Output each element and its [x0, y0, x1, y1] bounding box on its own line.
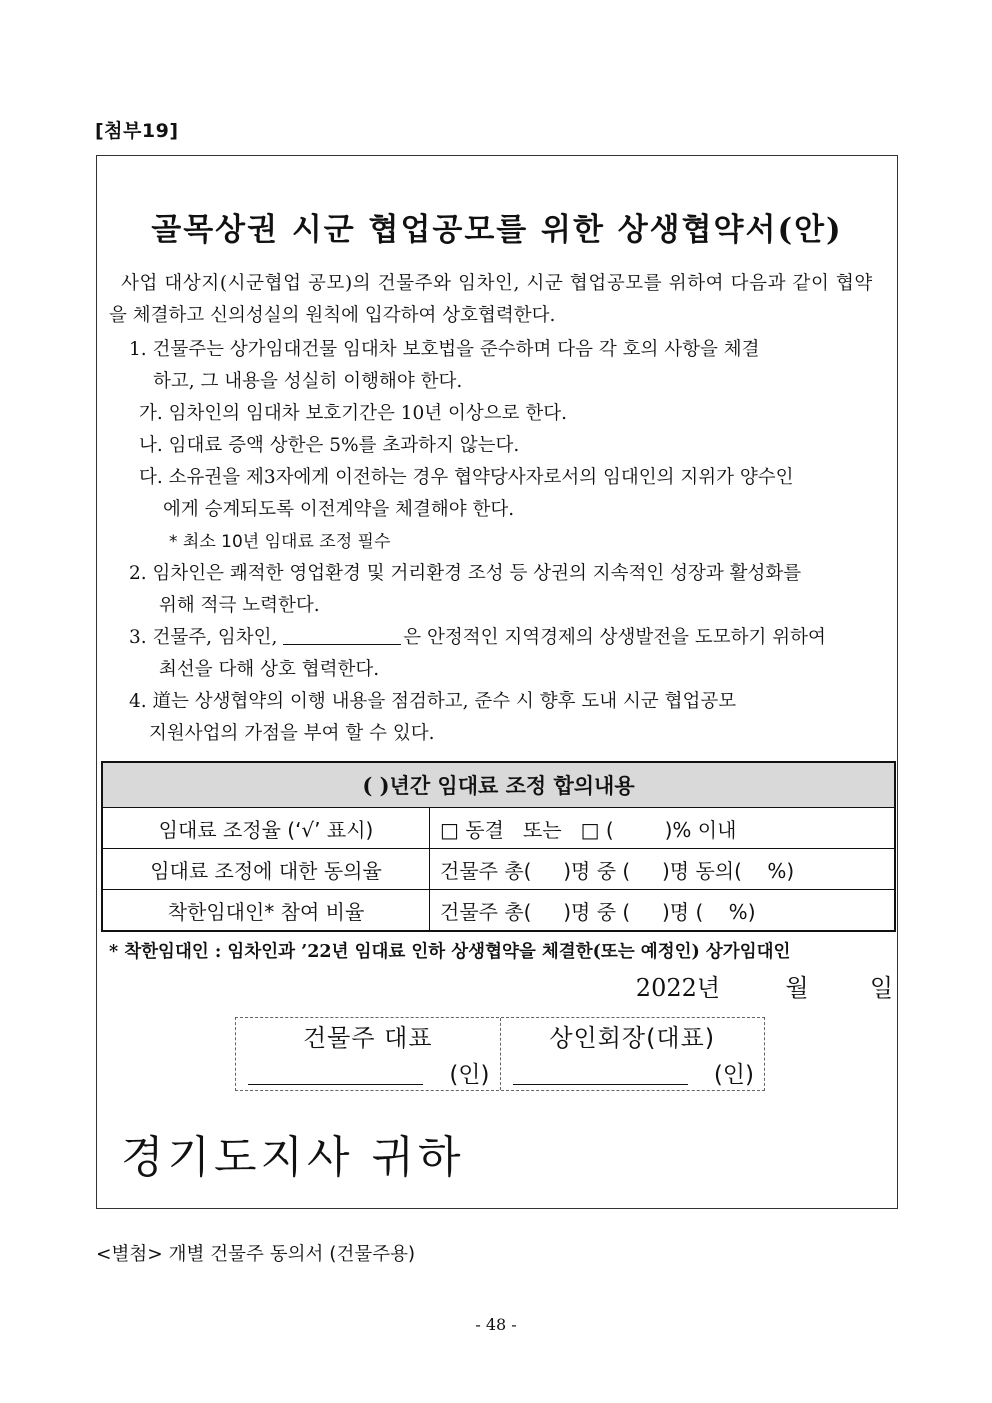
table-row [102, 890, 895, 932]
item-2-line-1: 2. 임차인은 쾌적한 영업환경 및 거리환경 조성 등 상권의 지속적인 성장과 활성화를 [129, 563, 802, 584]
intro-line-2: 을 체결하고 신의성실의 원칙에 입각하여 상호협력한다. [109, 305, 556, 326]
row-label: 임대료 조정에 대한 동의율 [102, 849, 430, 890]
row-value[interactable]: □ 동결 또는 □ ( )% 이내 [430, 808, 896, 849]
owner-signature-line[interactable] [248, 1084, 423, 1085]
row-label: 착한임대인* 참여 비율 [102, 890, 430, 932]
table-row [102, 808, 895, 849]
item-4-line-2: 지원사업의 가점을 부여 할 수 있다. [149, 723, 435, 744]
item-1-line-1: 1. 건물주는 상가임대건물 임대차 보호법을 준수하며 다음 각 호의 사항을 체결 [129, 339, 760, 360]
merchant-signature-cell[interactable] [500, 1018, 765, 1090]
owner-representative-label: 건물주 대표 [302, 1024, 433, 1052]
date-year[interactable]: 2022년 [635, 974, 721, 1002]
owner-signature-cell[interactable] [236, 1018, 500, 1090]
table-header: ( )년간 임대료 조정 합의내용 [102, 762, 895, 808]
sub-item-na: 나. 임대료 증액 상한은 5%를 초과하지 않는다. [139, 435, 520, 456]
note-minimum: * 최소 10년 임대료 조정 필수 [169, 532, 391, 552]
item-3-suffix: 은 안정적인 지역경제의 상생발전을 도모하기 위하여 [403, 627, 826, 648]
rent-adjustment-table [101, 761, 896, 932]
intro-line-1-text: 사업 대상지(시군협업 공모)의 건물주와 임차인, 시군 협업공모를 위하여 다음과 같이 협약 [121, 273, 873, 294]
owner-seal-mark: (인) [449, 1062, 490, 1088]
attachment-tag: [첨부19] [95, 120, 179, 142]
row-value[interactable]: 건물주 총( )명 중 ( )명 ( %) [430, 890, 896, 932]
sub-item-da-line-2: 에게 승계되도록 이전계약을 체결해야 한다. [163, 499, 515, 520]
date-day[interactable]: 일 [869, 974, 893, 1002]
table-header-row [102, 762, 895, 808]
item-2-line-2: 위해 적극 노력한다. [159, 595, 320, 616]
table-row [102, 849, 895, 890]
item-3-blank[interactable] [283, 624, 401, 645]
row-label: 임대료 조정율 (‘√’ 표시) [102, 808, 430, 849]
date-month[interactable]: 월 [785, 974, 809, 1002]
row-value[interactable]: 건물주 총( )명 중 ( )명 동의( %) [430, 849, 896, 890]
page-number: - 48 - [475, 1315, 517, 1334]
date-line [636, 968, 893, 1003]
intro-line-1 [121, 268, 897, 300]
appendix-note: <별첨> 개별 건물주 동의서 (건물주용) [96, 1244, 416, 1265]
item-1-line-2: 하고, 그 내용을 성실히 이행해야 한다. [153, 371, 463, 392]
footnote-good-landlord: * 착한임대인 : 임차인과 ’22년 임대료 인하 상생협약을 체결한(또는 예정인) 상가임대인 [109, 942, 791, 962]
addressee: 경기도지사 귀하 [121, 1132, 465, 1183]
item-3-line-1 [129, 622, 826, 654]
merchant-signature-line[interactable] [513, 1084, 688, 1085]
sub-item-ga: 가. 임차인의 임대차 보호기간은 10년 이상으로 한다. [139, 403, 568, 424]
signature-box [235, 1017, 765, 1091]
agreement-frame [96, 155, 898, 1209]
merchant-president-label: 상인회장(대표) [549, 1024, 716, 1052]
document-title: 골목상권 시군 협업공모를 위한 상생협약서(안) [151, 212, 843, 248]
item-3-line-2: 최선을 다해 상호 협력한다. [159, 659, 380, 680]
item-4-line-1: 4. 道는 상생협약의 이행 내용을 점검하고, 준수 시 향후 도내 시군 협업공모 [129, 691, 737, 712]
merchant-seal-mark: (인) [713, 1062, 754, 1088]
sub-item-da-line-1: 다. 소유권을 제3자에게 이전하는 경우 협약당사자로서의 임대인의 지위가 양수인 [139, 467, 794, 488]
item-3-prefix: 3. 건물주, 임차인, [129, 627, 278, 648]
